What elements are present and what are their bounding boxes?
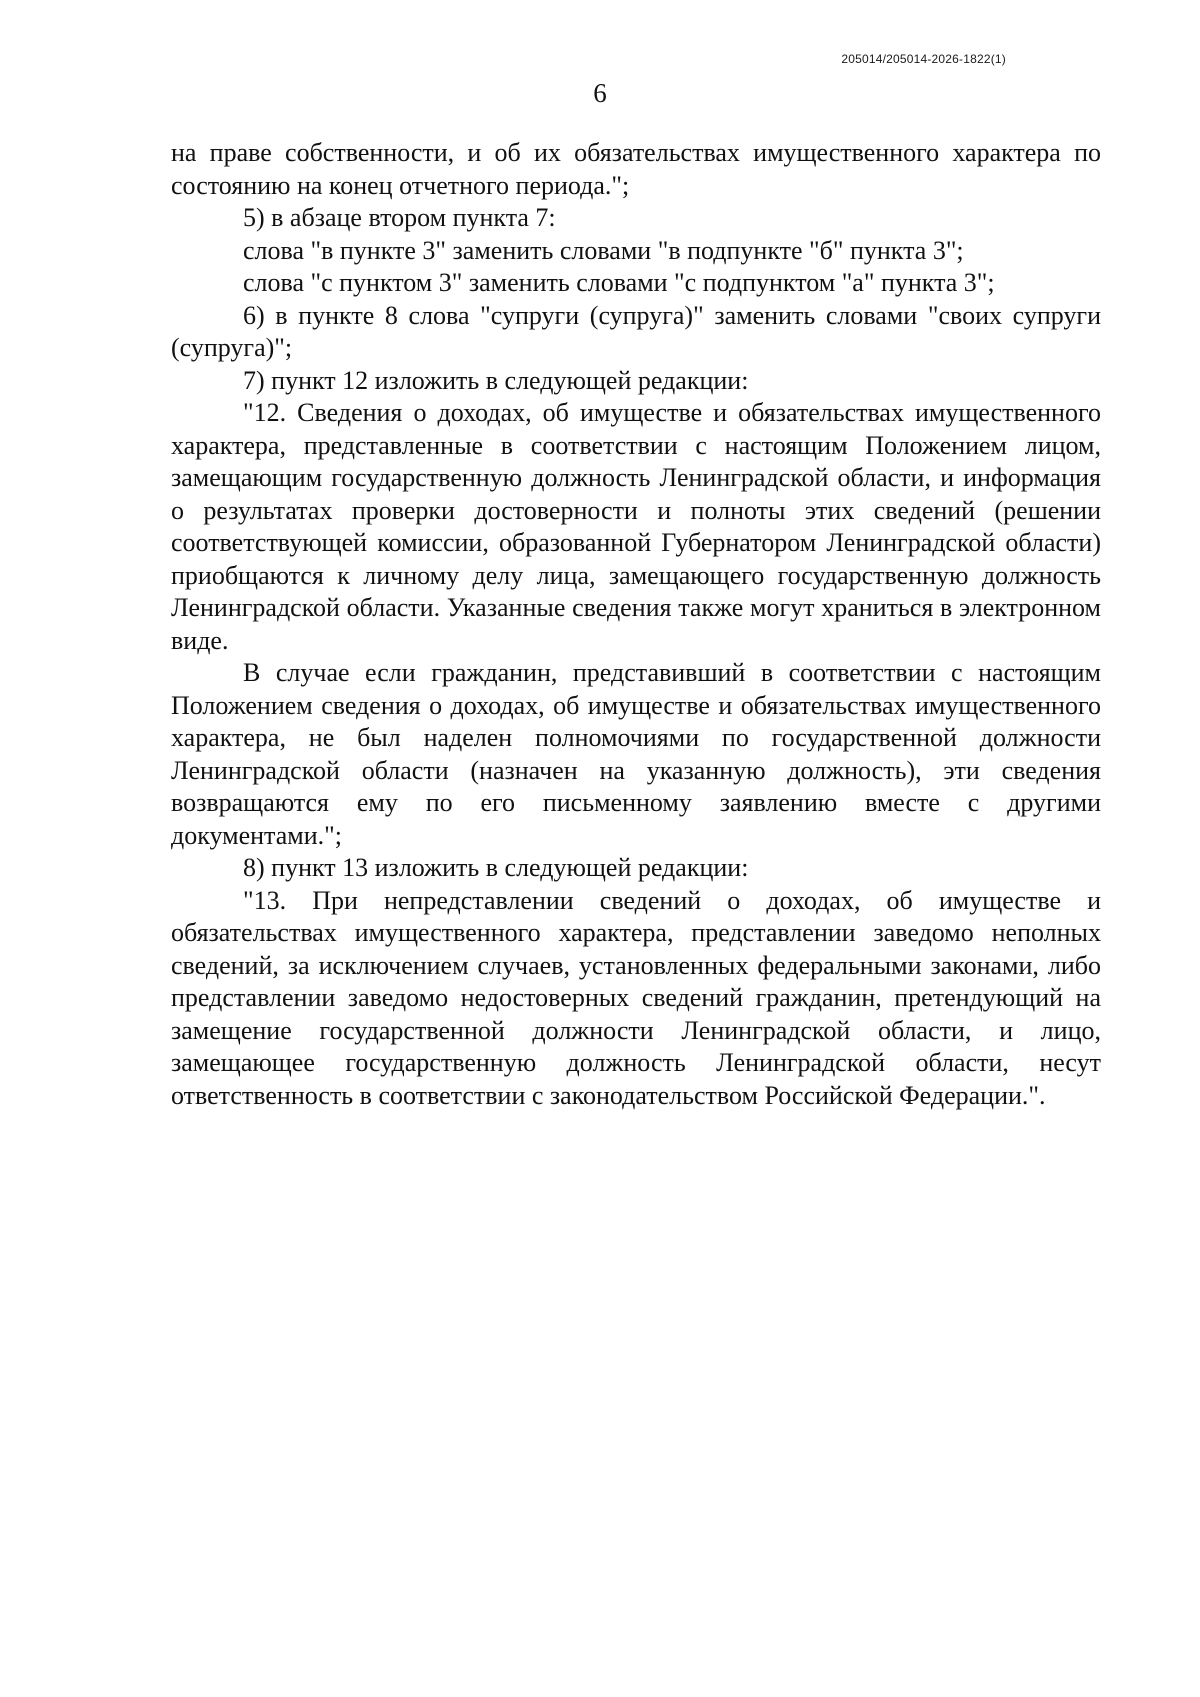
paragraph-item-8: 8) пункт 13 изложить в следующей редакции: xyxy=(243,853,749,882)
paragraph-item-5: 5) в абзаце втором пункта 7: xyxy=(243,203,556,232)
paragraph-item-6: 6) в пункте 8 слова "супруги (супруга)" заменить словами "своих супруги (супруга)"; xyxy=(171,300,1101,362)
paragraph-clause-13: "13. При непредставлении сведений о доходах, об имуществе и обязательствах имущественного характера, представлении заведомо неполных сведений, за исключением случаев, установленных федеральными законами, либо представлении заведомо недостоверных сведений гражданин, претендующий на замещение государственной должности Ленинградской области, и лицо, замещающее государственную должность Ленинградской области, несут ответственность в соответствии с законодательством Российской Федерации.". xyxy=(171,885,1101,1110)
page-number: 6 xyxy=(593,78,607,108)
paragraph-item-7: 7) пункт 12 изложить в следующей редакции: xyxy=(243,365,749,395)
document-body xyxy=(171,137,1101,1112)
paragraph-continuation: на праве собственности, и об их обязательствах имущественного характера по состоянию на конец отчетного периода."; xyxy=(171,138,1101,200)
paragraph-clause-12-case: В случае если гражданин, представивший в соответствии с настоящим Положением сведения о доходах, об имуществе и обязательствах имущественного характера, не был наделен полномочиями по государственной должности Ленинградской области (назначен на указанную должность), эти сведения возвращаются ему по его письменному заявлению вместе с другими документами."; xyxy=(171,658,1101,850)
document-code: 205014/205014-2026-1822(1) xyxy=(841,52,1006,66)
paragraph-replace-words-1: слова "в пункте 3" заменить словами "в подпункте "б" пункта 3"; xyxy=(243,235,964,265)
paragraph-replace-words-2: слова "с пунктом 3" заменить словами "с подпунктом "а" пункта 3"; xyxy=(243,268,995,297)
paragraph-clause-12: "12. Сведения о доходах, об имуществе и обязательствах имущественного характера, представленные в соответствии с настоящим Положением лицом, замещающим государственную должность Ленинградской области, и информация о результатах проверки достоверности и полноты этих сведений (решении соответствующей комиссии, образованной Губернатором Ленинградской области) приобщаются к личному делу лица, замещающего государственную должность Ленинградской области. Указанные сведения также могут храниться в электронном виде. xyxy=(171,398,1101,655)
